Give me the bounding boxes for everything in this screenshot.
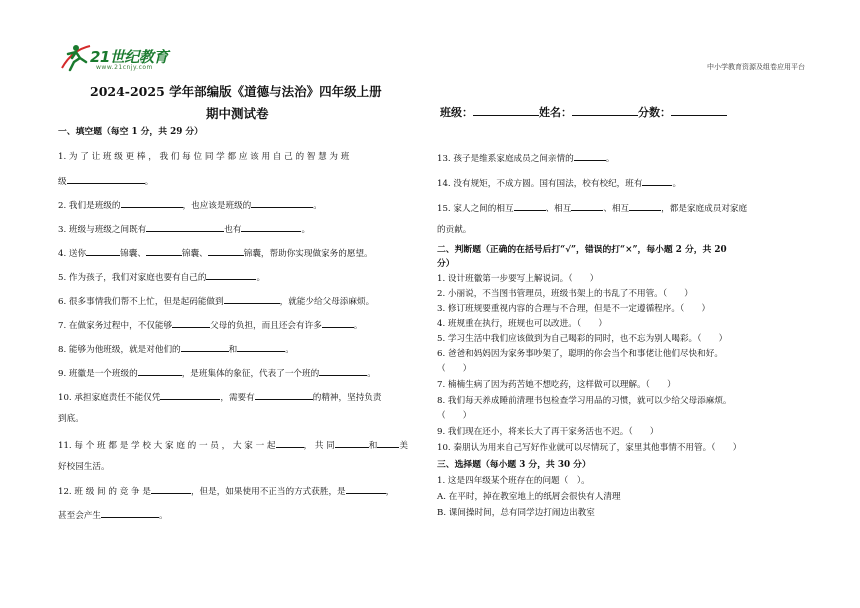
question-2: 2. 我们是班级的 ，也应该是班级的 。 bbox=[58, 198, 322, 212]
judge-1: 1. 设计班徽第一步要写上解说词。（ ） bbox=[437, 274, 599, 284]
question-5: 5. 作为孩子，我们对家庭也要有自己的 。 bbox=[58, 270, 265, 284]
judge-2: 2. 小丽说，不当图书管理员，班级书架上的书乱了不用管。（ ） bbox=[437, 289, 693, 299]
blank[interactable] bbox=[322, 318, 354, 328]
judge-6: 6. 爸爸和妈妈因为家务事吵架了，聪明的你会当个和事佬让他们尽快和好。 bbox=[437, 349, 723, 359]
question-1-cont: 级 。 bbox=[58, 174, 153, 188]
blank[interactable] bbox=[642, 176, 672, 186]
choice-1-option-a: A. 在平时，掉在教室地上的纸屑会很快有人清理 bbox=[437, 492, 621, 502]
blank[interactable] bbox=[208, 246, 244, 256]
question-10-cont: 到底。 bbox=[58, 414, 84, 424]
blank[interactable] bbox=[151, 484, 191, 494]
question-7: 7. 在做家务过程中，不仅能够 父母的负担，而且还会有许多 。 bbox=[58, 318, 362, 332]
class-label: 班级： bbox=[440, 106, 473, 119]
judge-8-cont: （ ） bbox=[437, 411, 472, 421]
student-info-line bbox=[440, 104, 727, 120]
choice-1-option-b: B. 课间操时间，总有同学边打闹边出教室 bbox=[437, 508, 595, 518]
blank[interactable] bbox=[224, 294, 280, 304]
blank[interactable] bbox=[574, 151, 606, 161]
question-14: 14. 没有规矩，不成方圆。国有国法，校有校纪，班有 。 bbox=[437, 176, 681, 190]
choice-1: 1. 这是四年级某个班存在的问题（ ）。 bbox=[437, 476, 590, 486]
blank[interactable] bbox=[251, 198, 313, 208]
blank[interactable] bbox=[206, 270, 256, 280]
blank[interactable] bbox=[86, 246, 120, 256]
blank[interactable] bbox=[146, 222, 224, 232]
question-12-cont: 甚至会产生 。 bbox=[58, 508, 168, 522]
logo-site: www.21cnjy.com bbox=[96, 64, 153, 71]
logo bbox=[58, 40, 168, 74]
blank[interactable] bbox=[629, 201, 661, 211]
blank[interactable] bbox=[138, 366, 182, 376]
runner-logo-icon bbox=[58, 40, 94, 74]
question-8: 8. 能够为他班级，就是对他们的 和 。 bbox=[58, 342, 294, 356]
blank[interactable] bbox=[241, 222, 301, 232]
judge-7: 7. 楠楠生病了因为药苦她不想吃药，这样做可以理解。（ ） bbox=[437, 380, 676, 390]
platform-name: 中小学教育资源及组卷应用平台 bbox=[707, 63, 805, 71]
blank[interactable] bbox=[276, 438, 304, 448]
blank[interactable] bbox=[255, 390, 313, 400]
question-1: 1. 为 了 让 班 级 更 棒 ， 我 们 每 位 同 学 都 应 该 用 自 己 的 智 慧 为 班 bbox=[58, 152, 350, 162]
exam-subtitle: 期中测试卷 bbox=[206, 106, 269, 121]
question-11: 11. 每 个 班 都 是 学 校 大 家 庭 的 一 员 ， 大 家 一 起 ， 共 同 和 美 bbox=[58, 438, 408, 452]
section-choice-title: 三、选择题（每小题 3 分，共 30 分） bbox=[437, 460, 591, 470]
blank[interactable] bbox=[571, 201, 603, 211]
blank[interactable] bbox=[181, 342, 229, 352]
name-field[interactable] bbox=[572, 105, 638, 116]
name-label: 姓名： bbox=[539, 106, 572, 119]
judge-3: 3. 修订班规要重视内容的合理与不合理，但是不一定遵循程序。（ ） bbox=[437, 304, 711, 314]
blank[interactable] bbox=[121, 198, 183, 208]
judge-8: 8. 我们每天养成睡前清理书包检查学习用品的习惯，就可以少给父母添麻烦。 bbox=[437, 396, 732, 406]
section-judge-title-cont: 分） bbox=[437, 259, 455, 269]
blank[interactable] bbox=[319, 366, 367, 376]
question-10: 10. 承担家庭责任不能仅凭 ，需要有 的精神，坚持负责 bbox=[58, 390, 382, 404]
judge-10: 10. 秦朋认为用来自己写好作业就可以尽情玩了，家里其他事情不用管。（ ） bbox=[437, 443, 742, 453]
exam-title: 2024-2025 学年部编版《道德与法治》四年级上册 bbox=[90, 84, 382, 99]
question-15: 15. 家人之间的相互 、相互 、相互 ，都是家庭成员对家庭 bbox=[437, 201, 747, 215]
class-field[interactable] bbox=[473, 105, 539, 116]
section-fill-title: 一、填空题（每空 1 分，共 29 分） bbox=[58, 127, 203, 137]
blank[interactable] bbox=[146, 246, 182, 256]
blank[interactable] bbox=[160, 390, 220, 400]
blank[interactable] bbox=[237, 342, 285, 352]
blank[interactable] bbox=[346, 484, 386, 494]
blank[interactable] bbox=[67, 174, 145, 184]
blank[interactable] bbox=[514, 201, 546, 211]
logo-brand: 21世纪教育 bbox=[90, 48, 168, 66]
judge-5: 5. 学习生活中我们应该做到为自己喝彩的同时，也不忘为别人喝彩。（ ） bbox=[437, 334, 728, 344]
score-label: 分数： bbox=[638, 106, 671, 119]
blank[interactable] bbox=[377, 438, 399, 448]
question-3: 3. 班级与班级之间既有 也有 。 bbox=[58, 222, 310, 236]
question-12: 12. 班 级 间 的 竞 争 是 ，但是，如果使用不正当的方式获胜，是 ， bbox=[58, 484, 394, 498]
judge-6-cont: （ ） bbox=[437, 364, 472, 374]
question-9: 9. 班徽是一个班级的 ，是班集体的象征，代表了一个班的 。 bbox=[58, 366, 376, 380]
blank[interactable] bbox=[101, 508, 159, 518]
question-4: 4. 送你 锦囊、 锦囊、 锦囊，帮助你实现做家务的愿望。 bbox=[58, 246, 373, 260]
question-11-cont: 好校园生活。 bbox=[58, 462, 110, 472]
blank[interactable] bbox=[335, 438, 369, 448]
score-field[interactable] bbox=[671, 105, 727, 116]
judge-4: 4. 班规重在执行，班规也可以改进。（ ） bbox=[437, 319, 607, 329]
question-13: 13. 孩子是维系家庭成员之间亲情的 。 bbox=[437, 151, 614, 165]
question-6: 6. 很多事情我们帮不上忙，但是起码能做到 ，就能少给父母添麻烦。 bbox=[58, 294, 374, 308]
question-15-cont: 的贡献。 bbox=[437, 225, 472, 235]
blank[interactable] bbox=[172, 318, 210, 328]
judge-9: 9. 我们现在还小，将来长大了再干家务活也不迟。（ ） bbox=[437, 427, 659, 437]
section-judge-title: 二、判断题（正确的在括号后打“√”，错误的打“×”，每小题 2 分，共 20 bbox=[437, 245, 727, 255]
